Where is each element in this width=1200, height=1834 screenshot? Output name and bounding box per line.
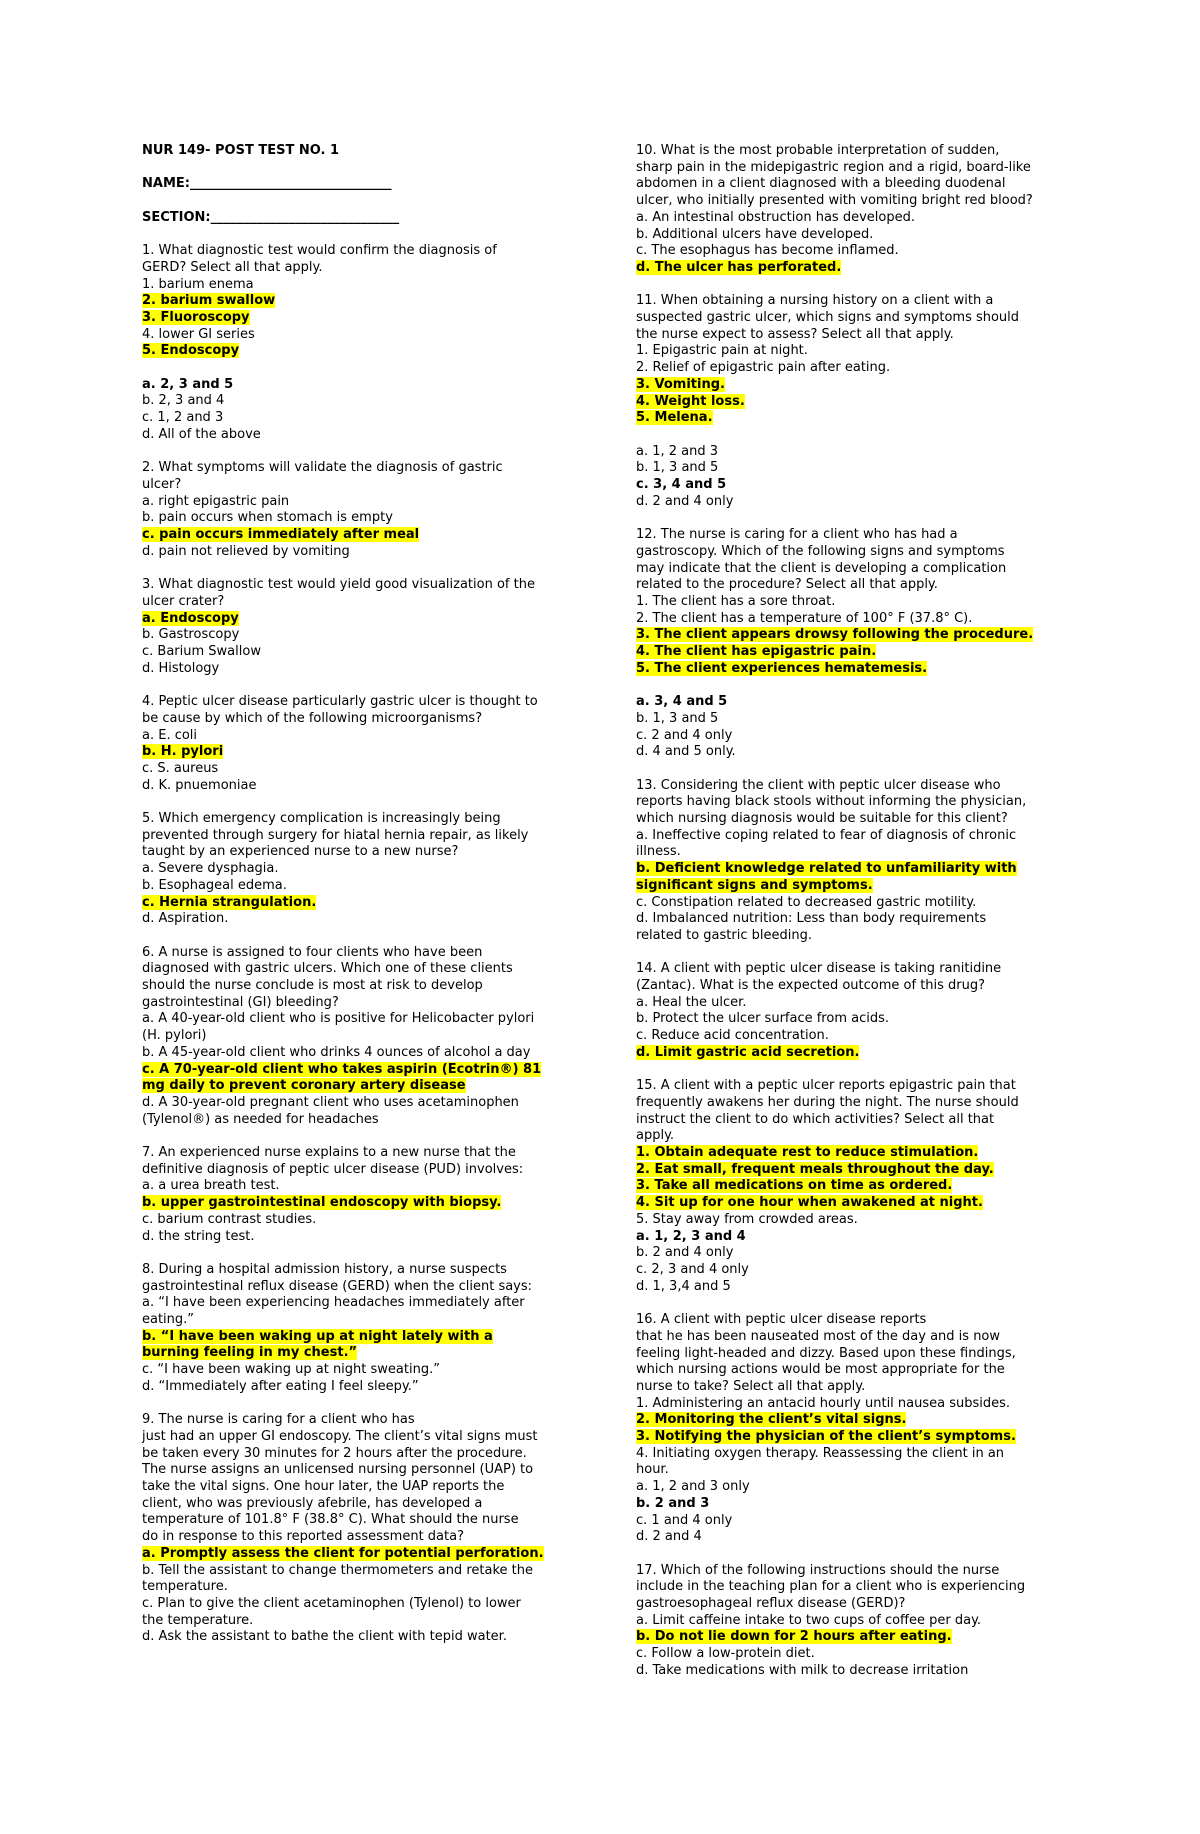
question-line: do in response to this reported assessment data? xyxy=(142,1529,464,1545)
question-line: c. The esophagus has become inflamed. xyxy=(636,243,899,259)
question-line: hour. xyxy=(636,1462,669,1478)
question-line: which nursing diagnosis would be suitable for this client? xyxy=(636,811,1008,827)
highlighted-answer: 5. Melena. xyxy=(636,410,713,426)
question-line: c. Follow a low-protein diet. xyxy=(636,1646,815,1662)
question-line: d. Imbalanced nutrition: Less than body requirements xyxy=(636,911,987,927)
question-line: 1. What diagnostic test would confirm the diagnosis of xyxy=(142,243,497,259)
answer-highlight-line xyxy=(636,1429,1066,1446)
question-line: the temperature. xyxy=(142,1612,254,1628)
question-spacer xyxy=(636,1062,1066,1079)
question-line: a. 1, 2 and 3 only xyxy=(636,1479,750,1495)
highlighted-answer: c. pain occurs immediately after meal xyxy=(142,527,420,543)
question-line: a. 1, 2, 3 and 4 xyxy=(636,1228,746,1244)
highlighted-answer: 1. Obtain adequate rest to reduce stimulation. xyxy=(636,1145,979,1161)
question-line: d. 2 and 4 only xyxy=(636,493,734,509)
question-line: c. Constipation related to decreased gastric motility. xyxy=(636,894,977,910)
question-line: d. pain not relieved by vomiting xyxy=(142,543,350,559)
question-line: c. 1 and 4 only xyxy=(636,1512,733,1528)
answer-highlight-line xyxy=(142,1329,572,1346)
question-line: 10. What is the most probable interpretation of sudden, xyxy=(636,143,1000,158)
question-line: 13. Considering the client with peptic ulcer disease who xyxy=(636,777,1001,793)
answer-highlight-line xyxy=(142,1546,572,1563)
highlighted-answer: d. The ulcer has perforated. xyxy=(636,259,842,275)
highlighted-answer: 2. Monitoring the client’s vital signs. xyxy=(636,1412,907,1428)
question-line: b. Tell the assistant to change thermometers and retake the xyxy=(142,1562,533,1578)
question-spacer xyxy=(142,928,572,945)
right-questions xyxy=(636,143,1066,1680)
question-line: 2. What symptoms will validate the diagnosis of gastric xyxy=(142,460,503,476)
question-line: GERD? Select all that apply. xyxy=(142,259,323,275)
question-line: ulcer crater? xyxy=(142,593,225,609)
question-line: gastrointestinal reflux disease (GERD) when the client says: xyxy=(142,1278,533,1294)
question-5 xyxy=(142,811,572,928)
question-line: a. A 40-year-old client who is positive for Helicobacter pylori xyxy=(142,1011,535,1027)
question-line: d. Histology xyxy=(142,660,220,676)
question-9 xyxy=(142,1412,572,1646)
question-4 xyxy=(142,694,572,794)
highlighted-answer: 2. barium swallow xyxy=(142,293,276,309)
question-line: 16. A client with peptic ulcer disease reports xyxy=(636,1312,927,1328)
question-line: ulcer? xyxy=(142,476,182,492)
question-spacer xyxy=(142,444,572,461)
question-line: 1. The client has a sore throat. xyxy=(636,593,836,609)
question-line: b. Protect the ulcer surface from acids. xyxy=(636,1011,889,1027)
question-line: ulcer, who initially presented with vomiting bright red blood? xyxy=(636,193,1033,209)
blank-line xyxy=(142,360,572,377)
question-line: related to the procedure? Select all that apply. xyxy=(636,577,938,593)
question-line: d. A 30-year-old pregnant client who uses acetaminophen xyxy=(142,1094,519,1110)
question-line: (Zantac). What is the expected outcome of this drug? xyxy=(636,978,986,994)
question-line: 4. Peptic ulcer disease particularly gastric ulcer is thought to xyxy=(142,694,538,710)
answer-highlight-line xyxy=(636,410,1066,427)
right-column xyxy=(636,143,1066,1680)
question-13 xyxy=(636,778,1066,945)
question-line: prevented through surgery for hiatal hernia repair, as likely xyxy=(142,827,529,843)
question-spacer xyxy=(636,1295,1066,1312)
question-line: 8. During a hospital admission history, a nurse suspects xyxy=(142,1261,507,1277)
highlighted-answer: 4. Sit up for one hour when awakened at night. xyxy=(636,1195,983,1211)
question-spacer xyxy=(636,1546,1066,1563)
answer-highlight-line xyxy=(142,1078,572,1095)
question-line: d. Take medications with milk to decrease irritation xyxy=(636,1662,969,1678)
question-line: 11. When obtaining a nursing history on a client with a xyxy=(636,293,994,309)
question-line: illness. xyxy=(636,844,681,860)
answer-highlight-line xyxy=(636,644,1066,661)
question-line: c. Barium Swallow xyxy=(142,644,261,659)
question-line: that he has been nauseated most of the day and is now xyxy=(636,1328,1001,1344)
question-line: taught by an experienced nurse to a new nurse? xyxy=(142,844,459,860)
answer-highlight-line xyxy=(142,293,572,310)
question-spacer xyxy=(636,277,1066,294)
question-line: 7. An experienced nurse explains to a new nurse that the xyxy=(142,1145,516,1161)
question-line: b. Additional ulcers have developed. xyxy=(636,226,874,242)
question-line: suspected gastric ulcer, which signs and symptoms should xyxy=(636,310,1020,326)
question-line: a. E. coli xyxy=(142,727,198,743)
highlighted-answer: 5. Endoscopy xyxy=(142,343,240,359)
question-line: 5. Stay away from crowded areas. xyxy=(636,1211,858,1227)
highlighted-answer: b. Do not lie down for 2 hours after eating. xyxy=(636,1629,952,1645)
question-line: b. pain occurs when stomach is empty xyxy=(142,510,393,526)
question-spacer xyxy=(636,761,1066,778)
answer-highlight-line xyxy=(636,1145,1066,1162)
question-line: 4. lower GI series xyxy=(142,326,255,342)
answer-highlight-line xyxy=(636,878,1066,895)
question-spacer xyxy=(142,1245,572,1262)
question-line: (H. pylori) xyxy=(142,1028,207,1044)
question-line: the nurse expect to assess? Select all that apply. xyxy=(636,326,954,342)
question-line: c. S. aureus xyxy=(142,760,219,776)
question-line: a. Severe dysphagia. xyxy=(142,861,279,877)
question-line: a. 3, 4 and 5 xyxy=(636,694,728,710)
question-line: apply. xyxy=(636,1128,675,1144)
question-16 xyxy=(636,1312,1066,1546)
question-spacer xyxy=(636,945,1066,962)
question-line: a. Heal the ulcer. xyxy=(636,994,747,1010)
highlighted-answer: significant signs and symptoms. xyxy=(636,877,873,893)
highlighted-answer: b. “I have been waking up at night lately with a xyxy=(142,1328,493,1344)
question-line: c. barium contrast studies. xyxy=(142,1211,317,1227)
answer-highlight-line xyxy=(142,611,572,628)
question-line: include in the teaching plan for a client who is experiencing xyxy=(636,1579,1026,1595)
question-line: 9. The nurse is caring for a client who has xyxy=(142,1412,415,1428)
question-6 xyxy=(142,945,572,1129)
answer-highlight-line xyxy=(142,1195,572,1212)
answer-highlight-line xyxy=(142,527,572,544)
question-spacer xyxy=(142,794,572,811)
question-line: d. Aspiration. xyxy=(142,911,229,927)
question-line: b. 2 and 3 xyxy=(636,1495,710,1511)
question-line: a. An intestinal obstruction has developed. xyxy=(636,209,915,225)
question-spacer xyxy=(142,677,572,694)
highlighted-answer: c. A 70-year-old client who takes aspirin (Ecotrin®) 81 xyxy=(142,1061,542,1077)
question-spacer xyxy=(636,510,1066,527)
question-line: may indicate that the client is developing a complication xyxy=(636,560,1007,576)
highlighted-answer: 5. The client experiences hematemesis. xyxy=(636,660,928,676)
question-line: b. Gastroscopy xyxy=(142,627,240,643)
answer-highlight-line xyxy=(636,1412,1066,1429)
highlighted-answer: 3. The client appears drowsy following the procedure. xyxy=(636,627,1034,643)
question-line: 14. A client with peptic ulcer disease is taking ranitidine xyxy=(636,961,1002,977)
question-line: instruct the client to do which activities? Select all that xyxy=(636,1111,995,1127)
question-line: b. Esophageal edema. xyxy=(142,877,287,893)
answer-highlight-line xyxy=(636,661,1066,678)
answer-highlight-line xyxy=(142,1345,572,1362)
highlighted-answer: 3. Fluoroscopy xyxy=(142,309,250,325)
question-line: d. the string test. xyxy=(142,1228,255,1244)
question-line: (Tylenol®) as needed for headaches xyxy=(142,1111,379,1127)
question-line: diagnosed with gastric ulcers. Which one of these clients xyxy=(142,961,513,977)
question-12 xyxy=(636,527,1066,761)
question-line: 5. Which emergency complication is increasingly being xyxy=(142,811,501,826)
question-line: gastrointestinal (GI) bleeding? xyxy=(142,994,339,1010)
question-15 xyxy=(636,1078,1066,1295)
question-line: 1. Administering an antacid hourly until nausea subsides. xyxy=(636,1395,1011,1411)
question-line: abdomen in a client diagnosed with a bleeding duodenal xyxy=(636,176,1006,192)
answer-highlight-line xyxy=(636,1162,1066,1179)
answer-highlight-line xyxy=(636,1195,1066,1212)
question-line: be cause by which of the following microorganisms? xyxy=(142,710,483,726)
question-line: eating.” xyxy=(142,1312,195,1328)
highlighted-answer: 3. Notifying the physician of the client’s symptoms. xyxy=(636,1429,1016,1445)
highlighted-answer: mg daily to prevent coronary artery disease xyxy=(142,1078,466,1094)
question-line: take the vital signs. One hour later, the UAP reports the xyxy=(142,1479,505,1495)
question-line: a. “I have been experiencing headaches immediately after xyxy=(142,1295,525,1311)
answer-highlight-line xyxy=(636,377,1066,394)
question-line: c. 2 and 4 only xyxy=(636,727,733,743)
highlighted-answer: b. upper gastrointestinal endoscopy with biopsy. xyxy=(142,1195,502,1211)
question-line: gastroscopy. Which of the following signs and symptoms xyxy=(636,543,1005,559)
highlighted-answer: c. Hernia strangulation. xyxy=(142,894,317,910)
name-field[interactable]: NAME:_______________________________ xyxy=(142,176,392,192)
answer-highlight-line xyxy=(636,1178,1066,1195)
question-spacer xyxy=(142,1396,572,1413)
question-spacer xyxy=(142,1128,572,1145)
blank-line xyxy=(636,427,1066,444)
highlighted-answer: 3. Take all medications on time as ordered. xyxy=(636,1178,953,1194)
question-2 xyxy=(142,460,572,560)
question-line: c. 3, 4 and 5 xyxy=(636,477,727,493)
question-1 xyxy=(142,243,572,443)
answer-highlight-line xyxy=(636,260,1066,277)
question-line: 15. A client with a peptic ulcer reports epigastric pain that xyxy=(636,1078,1016,1094)
question-line: d. 4 and 5 only. xyxy=(636,744,736,760)
answer-highlight-line xyxy=(142,895,572,912)
question-line: definitive diagnosis of peptic ulcer disease (PUD) involves: xyxy=(142,1161,524,1177)
question-line: a. Ineffective coping related to fear of diagnosis of chronic xyxy=(636,827,1017,843)
question-line: just had an upper GI endoscopy. The client’s vital signs must xyxy=(142,1428,538,1444)
answer-highlight-line xyxy=(636,861,1066,878)
highlighted-answer: 4. The client has epigastric pain. xyxy=(636,644,877,660)
question-line: which nursing actions would be most appropriate for the xyxy=(636,1362,1005,1378)
answer-highlight-line xyxy=(636,1045,1066,1062)
question-line: b. 2 and 4 only xyxy=(636,1245,734,1261)
highlighted-answer: 2. Eat small, frequent meals throughout the day. xyxy=(636,1161,994,1177)
question-line: b. 1, 3 and 5 xyxy=(636,710,719,726)
question-7 xyxy=(142,1145,572,1245)
question-line: b. A 45-year-old client who drinks 4 ounces of alcohol a day xyxy=(142,1044,531,1060)
question-line: gastroesophageal reflux disease (GERD)? xyxy=(636,1596,906,1612)
highlighted-answer: a. Endoscopy xyxy=(142,610,239,626)
question-line: d. “Immediately after eating I feel sleepy.” xyxy=(142,1378,419,1394)
question-14 xyxy=(636,961,1066,1061)
highlighted-answer: d. Limit gastric acid secretion. xyxy=(636,1044,860,1060)
highlighted-answer: a. Promptly assess the client for potential perforation. xyxy=(142,1545,544,1561)
question-17 xyxy=(636,1563,1066,1680)
question-line: c. Plan to give the client acetaminophen (Tylenol) to lower xyxy=(142,1595,521,1611)
question-line: d. Ask the assistant to bathe the client with tepid water. xyxy=(142,1629,507,1645)
question-line: c. “I have been waking up at night sweating.” xyxy=(142,1362,440,1378)
page-title: NUR 149- POST TEST NO. 1 xyxy=(142,143,340,158)
question-11 xyxy=(636,293,1066,510)
question-line: be taken every 30 minutes for 2 hours after the procedure. xyxy=(142,1445,527,1461)
question-line: c. Reduce acid concentration. xyxy=(636,1028,829,1044)
question-line: 6. A nurse is assigned to four clients who have been xyxy=(142,944,483,960)
question-line: 12. The nurse is caring for a client who has had a xyxy=(636,527,958,543)
question-line: 2. Relief of epigastric pain after eating. xyxy=(636,360,891,376)
question-spacer xyxy=(142,561,572,578)
question-line: 1. barium enema xyxy=(142,276,254,292)
question-line: client, who was previously afebrile, has developed a xyxy=(142,1495,483,1511)
section-field[interactable]: SECTION:_____________________________ xyxy=(142,209,400,225)
question-line: 3. What diagnostic test would yield good visualization of the xyxy=(142,577,535,593)
question-line: The nurse assigns an unlicensed nursing personnel (UAP) to xyxy=(142,1462,534,1478)
question-line: a. a urea breath test. xyxy=(142,1178,280,1194)
question-line: a. 2, 3 and 5 xyxy=(142,376,234,392)
question-line: reports having black stools without informing the physician, xyxy=(636,794,1027,810)
question-8 xyxy=(142,1262,572,1396)
question-line: nurse to take? Select all that apply. xyxy=(636,1378,866,1394)
question-line: b. 2, 3 and 4 xyxy=(142,393,225,409)
left-questions xyxy=(142,243,572,1646)
answer-highlight-line xyxy=(636,1629,1066,1646)
question-line: 1. Epigastric pain at night. xyxy=(636,343,808,359)
highlighted-answer: 4. Weight loss. xyxy=(636,393,745,409)
question-line: 17. Which of the following instructions should the nurse xyxy=(636,1562,1000,1578)
highlighted-answer: 3. Vomiting. xyxy=(636,376,725,392)
left-column xyxy=(142,143,572,1646)
question-line: 2. The client has a temperature of 100° F (37.8° C). xyxy=(636,610,973,626)
question-line: a. Limit caffeine intake to two cups of coffee per day. xyxy=(636,1612,982,1628)
question-line: should the nurse conclude is most at risk to develop xyxy=(142,978,483,994)
question-10 xyxy=(636,143,1066,277)
question-line: a. 1, 2 and 3 xyxy=(636,443,719,459)
question-3 xyxy=(142,577,572,677)
question-line: c. 2, 3 and 4 only xyxy=(636,1262,749,1277)
question-line: feeling light-headed and dizzy. Based upon these findings, xyxy=(636,1345,1016,1361)
answer-highlight-line xyxy=(636,394,1066,411)
question-line: d. 1, 3,4 and 5 xyxy=(636,1278,731,1294)
question-line: d. 2 and 4 xyxy=(636,1529,702,1545)
question-line: temperature. xyxy=(142,1579,228,1595)
question-line: c. 1, 2 and 3 xyxy=(142,410,224,426)
question-line: b. 1, 3 and 5 xyxy=(636,460,719,476)
highlighted-answer: burning feeling in my chest.” xyxy=(142,1345,358,1361)
answer-highlight-line xyxy=(636,627,1066,644)
question-line: related to gastric bleeding. xyxy=(636,927,812,943)
question-line: 4. Initiating oxygen therapy. Reassessing the client in an xyxy=(636,1445,1005,1461)
question-line: sharp pain in the midepigastric region and a rigid, board-like xyxy=(636,159,1031,175)
answer-highlight-line xyxy=(142,1062,572,1079)
answer-highlight-line xyxy=(142,343,572,360)
question-line: temperature of 101.8° F (38.8° C). What should the nurse xyxy=(142,1512,519,1528)
highlighted-answer: b. Deficient knowledge related to unfamiliarity with xyxy=(636,861,1017,877)
highlighted-answer: b. H. pylori xyxy=(142,744,224,760)
blank-line xyxy=(636,677,1066,694)
answer-highlight-line xyxy=(142,310,572,327)
question-line: frequently awakens her during the night. The nurse should xyxy=(636,1094,1019,1110)
question-line: d. K. pnuemoniae xyxy=(142,777,257,793)
answer-highlight-line xyxy=(142,744,572,761)
question-line: a. right epigastric pain xyxy=(142,493,290,509)
question-line: d. All of the above xyxy=(142,426,261,442)
